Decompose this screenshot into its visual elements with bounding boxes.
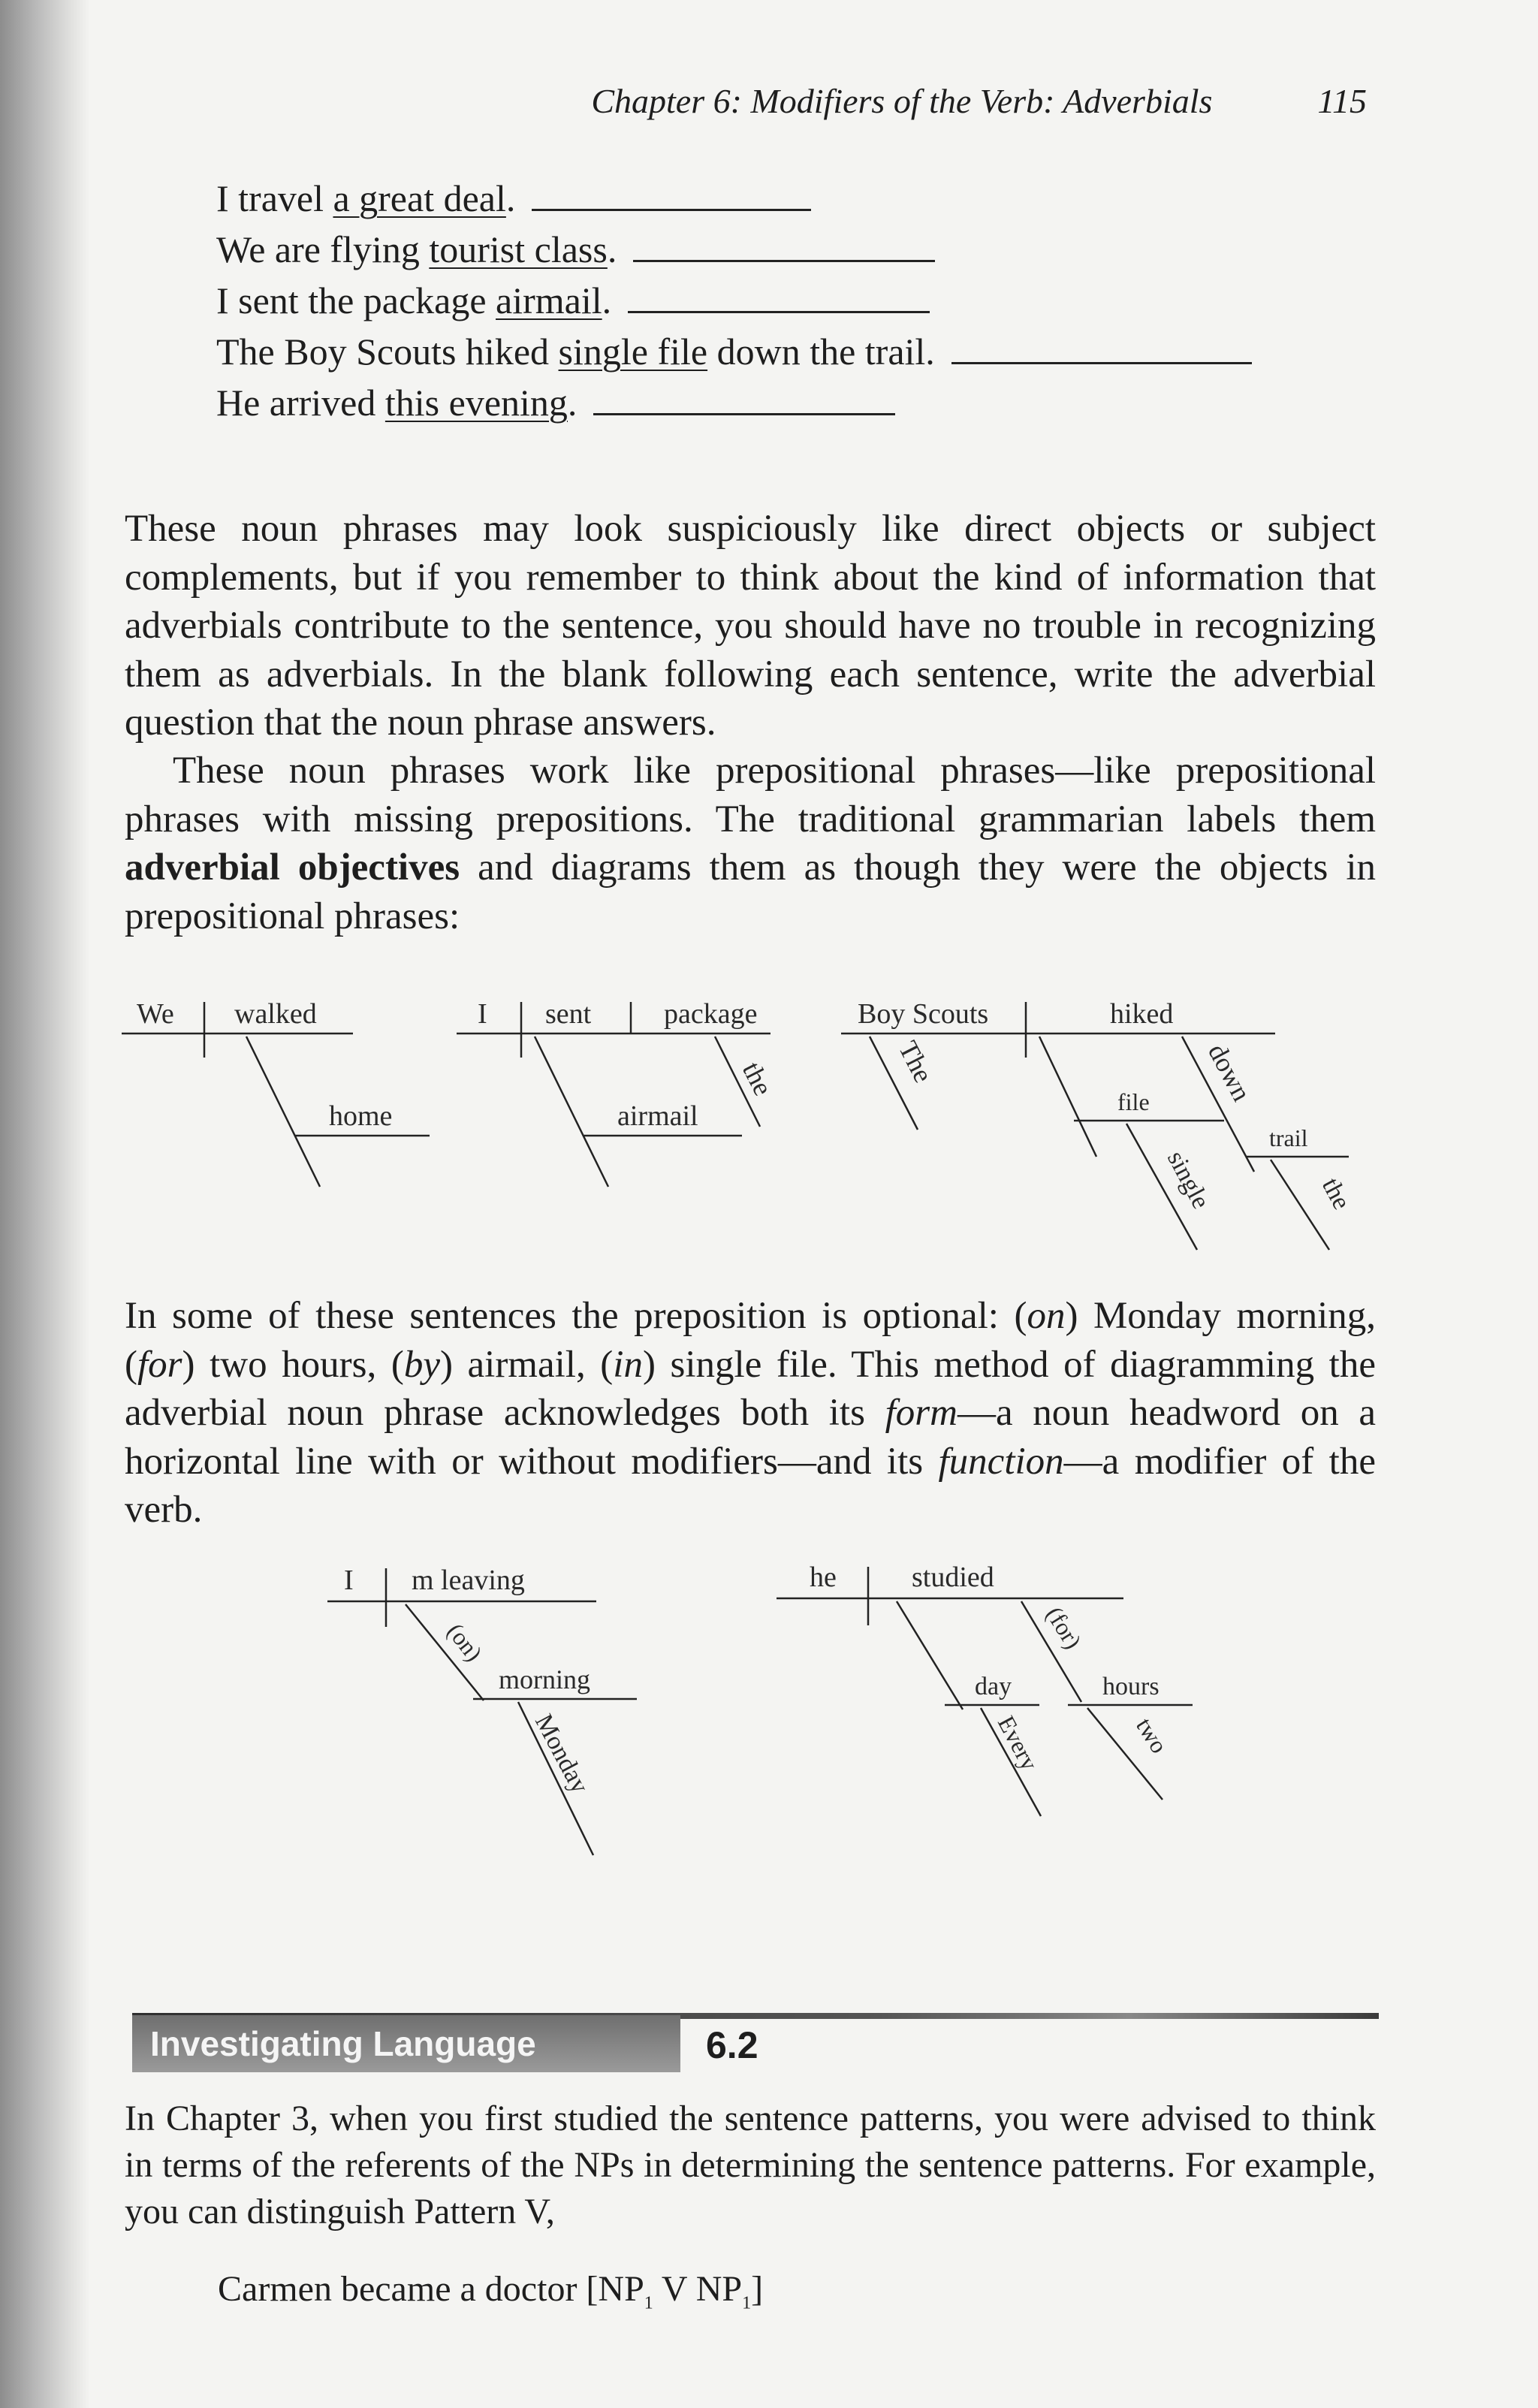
diagram-verb: studied — [912, 1562, 994, 1593]
term-form: form — [885, 1392, 957, 1434]
diagram-verb: hiked — [1110, 998, 1174, 1030]
term-function: function — [938, 1440, 1064, 1483]
example-sentence: Carmen became a doctor [$NP_1$ V $NP_1$] — [218, 2269, 764, 2313]
diagram-subject: I — [478, 998, 487, 1030]
diagram-object: home — [329, 1100, 393, 1132]
diagram-noun1: day — [975, 1673, 1012, 1700]
paragraph-sentence-patterns: In Chapter 3, when you first studied the sentence patterns, you were advised to think in terms of the referents of the NPs in determining the sentence patterns. For example, you can distinguish Pattern V, — [125, 2099, 1376, 2231]
exercise-line: He arrived this evening. — [216, 377, 1252, 428]
underlined-phrase: a great deal — [333, 177, 506, 219]
diagram-verb: m leaving — [412, 1565, 525, 1596]
diagram-noun2-article: the — [1316, 1173, 1356, 1215]
diagram-modifier: Monday — [529, 1709, 594, 1798]
diagram-verb: walked — [234, 998, 317, 1030]
diagram-article: the — [736, 1057, 779, 1100]
diagram-noun1-modifier: Every — [992, 1711, 1044, 1775]
diagram-object: airmail — [617, 1100, 698, 1132]
diagram-noun2-modifier: two — [1131, 1712, 1174, 1758]
exercise-line: I travel a great deal. — [216, 173, 1252, 224]
diagram-noun1-modifier: single — [1161, 1146, 1215, 1214]
diagram-direct-object: package — [664, 998, 758, 1030]
paragraph-optional-preposition: In some of these sentences the preposition is optional: (on) Monday morning, (for) two hours, (by) airmail, (in) single file. This method of diagramming the adverbial noun phrase acknowledges both its form—a noun headword on a horizontal line with or without modifiers—and its function—a modifier of the verb. — [125, 1295, 1377, 1531]
diagram-subject: We — [137, 998, 174, 1030]
exercise-line: I sent the package airmail. — [216, 275, 1252, 326]
diagram-preposition: (for) — [1041, 1601, 1087, 1654]
paragraph-adverbial-objectives: These noun phrases work like prepositional phrases—like prepositional phrases with missing prepositions. The traditional grammarian labels them adverbial objectives and diagrams them as though they were the objects in prepositional phrases: — [125, 750, 1376, 937]
underlined-phrase: single file — [558, 330, 708, 373]
diagram-he-studied-every-day-two-hours — [777, 1562, 1193, 1816]
diagram-subject: he — [810, 1562, 837, 1593]
investigating-number: 6.2 — [706, 2024, 758, 2066]
exercise-line: The Boy Scouts hiked single file down the trail. — [216, 326, 1252, 377]
chapter-title: Chapter 6: Modifiers of the Verb: Adverbials — [591, 82, 1213, 120]
diagram-preposition: down — [1202, 1038, 1257, 1106]
diagram-i-m-leaving-monday-morning — [327, 1565, 637, 1855]
underlined-phrase: airmail — [496, 279, 602, 321]
diagram-noun1: file — [1117, 1088, 1150, 1115]
diagram-object: morning — [499, 1664, 590, 1694]
term-adverbial-objectives: adverbial objectives — [125, 846, 460, 889]
investigating-language-banner: Investigating Language — [132, 2015, 680, 2072]
diagram-noun2: trail — [1269, 1124, 1308, 1151]
paragraph-noun-phrases: These noun phrases may look suspiciously like direct objects or subject complements, but if you remember to think about the kind of information that adverbials contribute to the sentence, you should have no trouble in recognizing them as adverbials. In the blank following each sentence, write the adverbial question that the noun phrase answers. — [125, 508, 1376, 744]
diagram-subject-article: The — [892, 1036, 939, 1088]
diagram-subject: I — [344, 1565, 354, 1596]
page-number: 115 — [1317, 82, 1367, 120]
diagram-subject: Boy Scouts — [858, 998, 989, 1030]
underlined-phrase: tourist class — [429, 228, 608, 270]
diagram-verb: sent — [545, 998, 592, 1030]
underlined-phrase: this evening — [384, 382, 568, 424]
modifier-slant — [897, 1601, 963, 1709]
diagram-noun2: hours — [1102, 1673, 1160, 1700]
exercise-line: We are flying tourist class. — [216, 224, 1252, 275]
diagram-preposition: (on) — [442, 1618, 488, 1667]
